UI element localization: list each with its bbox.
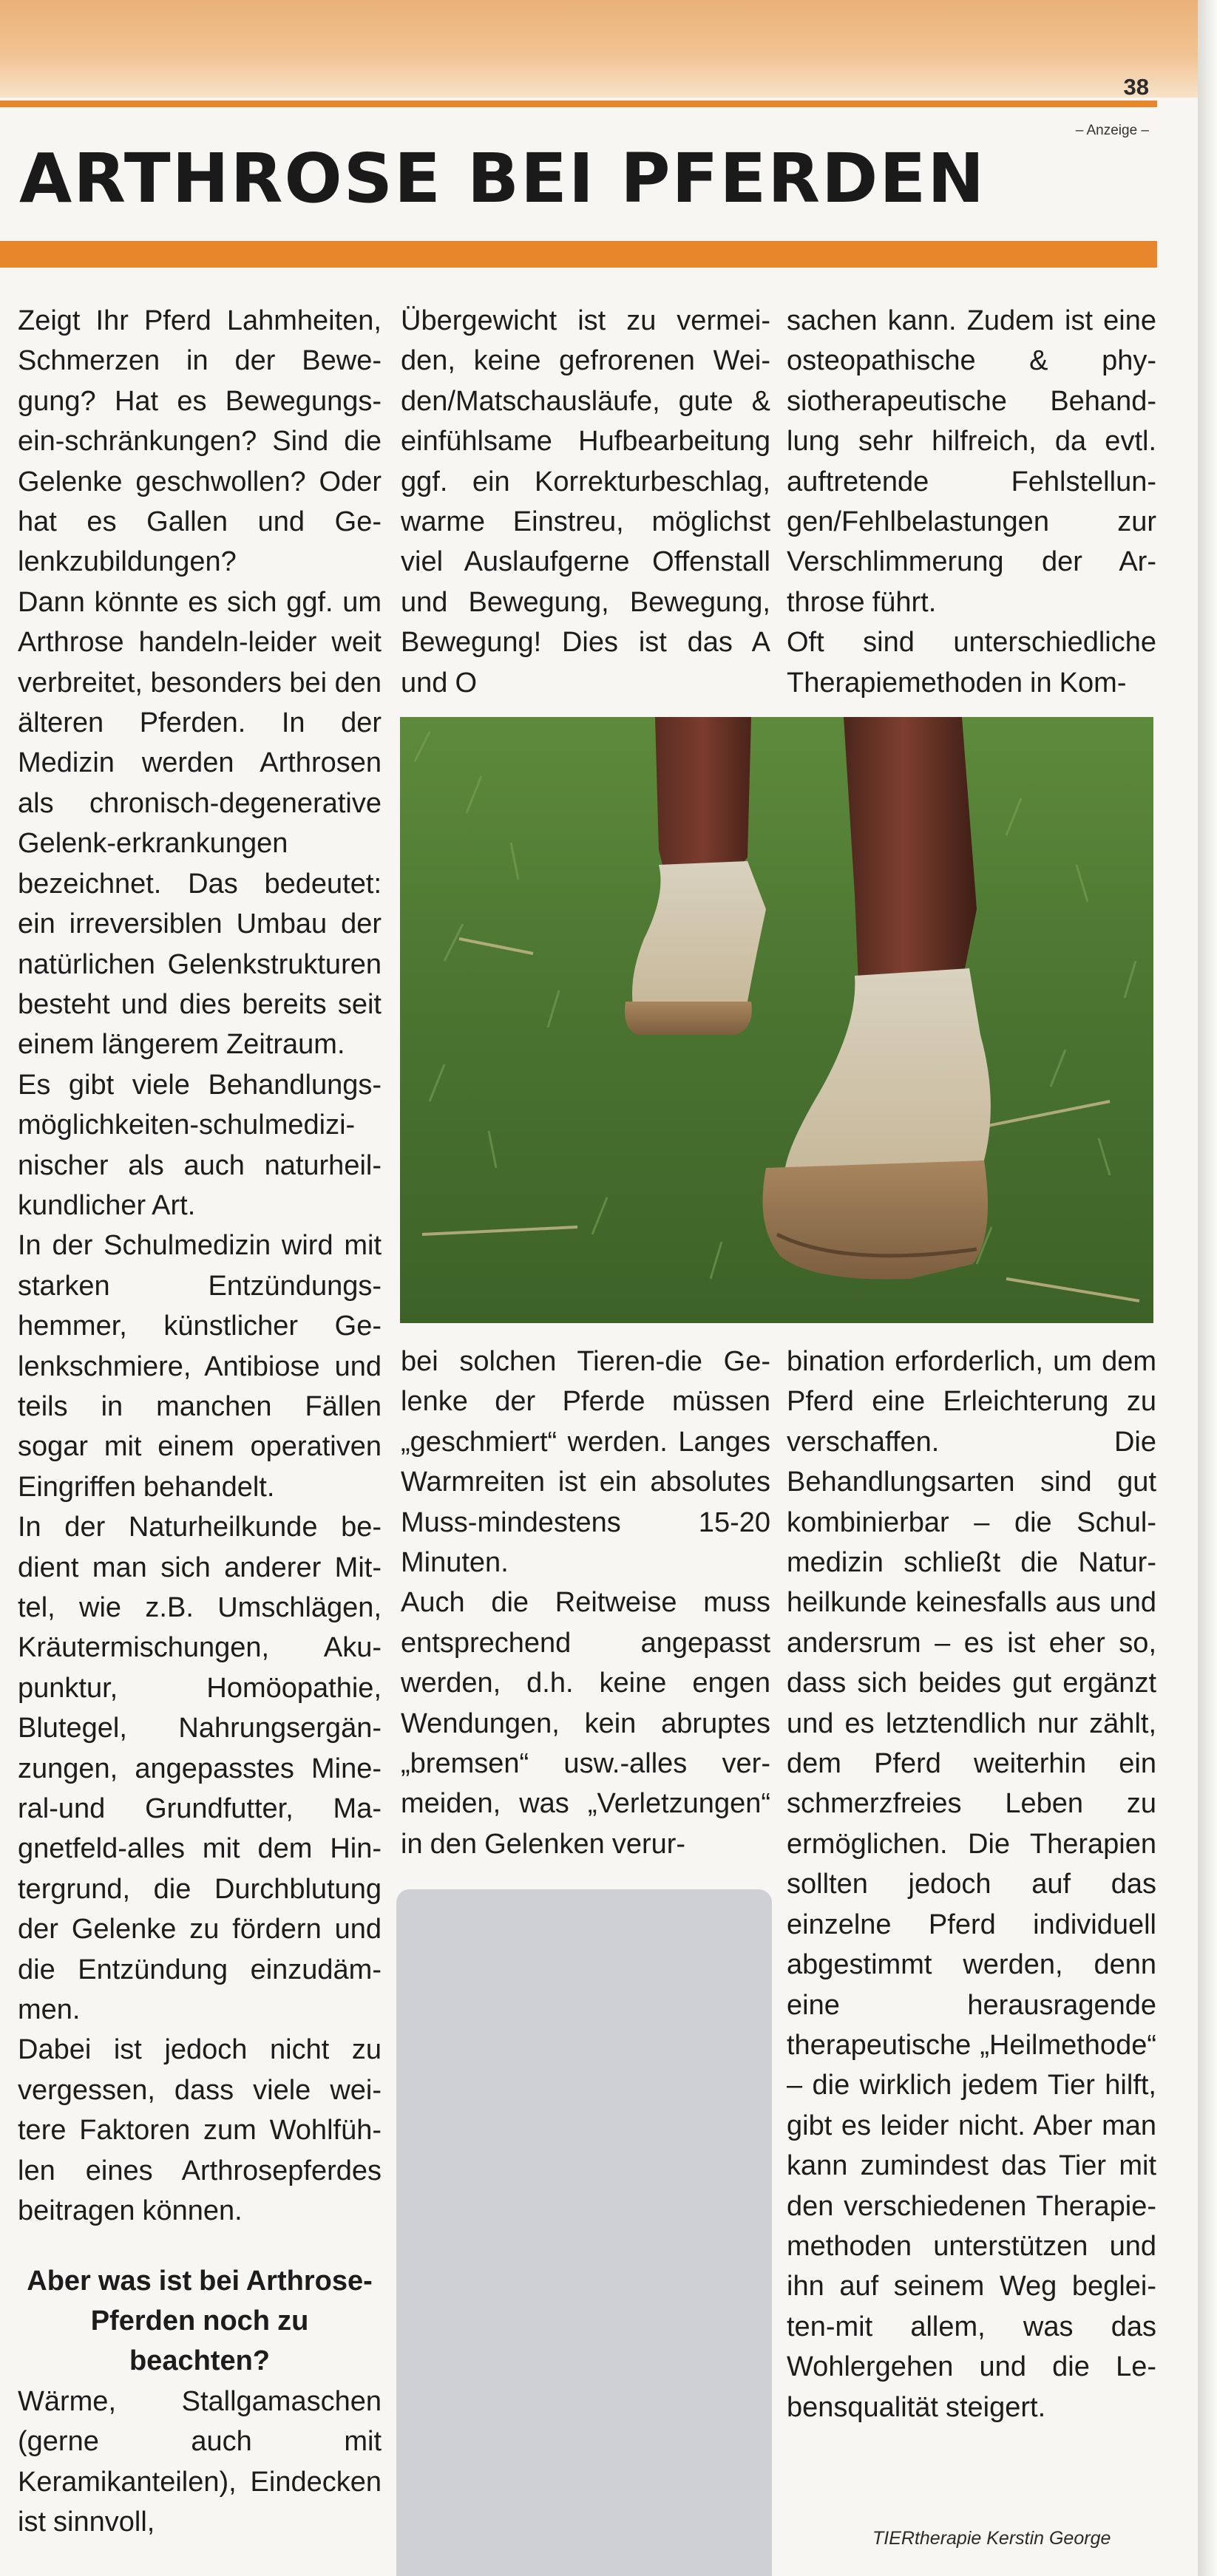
advertisement-label: – Anzeige – — [1075, 123, 1149, 138]
author-credit: TIERtherapie Kerstin George — [872, 2528, 1111, 2549]
article-column-1 — [18, 301, 382, 2542]
paragraph: Zeigt Ihr Pferd Lahmheiten, Schmerzen in der Bewegung? Hat es Bewegungsein-schränkungen? Sind die Gelenke geschwollen? Oder hat es Gallen und Gelenkzubildungen? — [18, 305, 382, 578]
paragraph: Auch die Reitweise muss entsprechend angepasst werden, d.h. keine engen Wendungen, kein abruptes „bremsen“ usw.-alles vermeiden, was „Verletzungen“ in den Gelenken verur- — [401, 1587, 770, 1860]
redacted-advertisement-area — [396, 1889, 772, 2576]
article-column-3-bottom — [787, 1342, 1156, 2427]
page-number: 38 — [1123, 74, 1149, 100]
top-color-band — [0, 0, 1198, 98]
article-column-3-top — [787, 301, 1156, 703]
top-orange-rule — [0, 101, 1157, 107]
horse-hooves-photo — [400, 717, 1153, 1323]
paragraph: Es gibt viele Behandlungsmöglichkeiten-schulmedizinischer als auch naturheilkundlicher Art. — [18, 1069, 382, 1221]
page-edge-shadow — [1198, 0, 1217, 2576]
section-subheading: Aber was ist bei Arthrose-Pferden noch zu beachten? — [27, 2265, 373, 2377]
paragraph: sachen kann. Zudem ist eine osteopathische & physiotherapeutische Behandlung sehr hilfreich, da evtl. auftretende Fehlstellungen/Fehlbelastungen zur Verschlimmerung der Arthrose führt. — [787, 305, 1156, 618]
article-column-2-top — [401, 301, 770, 703]
paragraph: Wärme, Stallgamaschen (gerne auch mit Keramikanteilen), Eindecken ist sinnvoll, — [18, 2385, 382, 2538]
paragraph: bei solchen Tieren-die Gelenke der Pferde müssen „geschmiert“ werden. Langes Warmreiten ist ein absolutes Muss-mindestens 15-20 Minuten. — [401, 1346, 770, 1579]
paragraph: bination erforderlich, um dem Pferd eine Erleichterung zu verschaffen. Die Behandlungsarten sind gut kombinierbar – die Schulmedizin schließt die Naturheilkunde keinesfalls aus und andersrum – es ist eher so, dass sich beides gut ergänzt und es letztendlich nur zählt, dem Pferd weiterhin ein schmerzfreies Leben zu ermöglichen. Die Therapien sollten jedoch auf das einzelne Pferd individuell abgestimmt werden, denn eine herausragende therapeutische „Heilmethode“ – die wirklich jedem Tier hilft, gibt es leider nicht. Aber man kann zumindest das Tier mit den verschiedenen Therapiemethoden unterstützen und ihn auf seinem Weg begleiten-mit allem, was das Wohlergehen und die Lebensqualität steigert. — [787, 1346, 1156, 2423]
paragraph: In der Naturheilkunde bedient man sich anderer Mittel, wie z.B. Umschlägen, Kräutermischungen, Akupunktur, Homöopathie, Blutegel, Nahrungsergänzungen, angepasstes Mineral-und Grundfutter, Magnetfeld-alles mit dem Hintergrund, die Durchblutung der Gelenke zu fördern und die Entzündung einzudämmen. — [18, 1512, 382, 2026]
article-headline: ARTHROSE BEI PFERDEN — [19, 139, 986, 218]
headline-orange-rule — [0, 241, 1157, 268]
paragraph: In der Schulmedizin wird mit starken Entzündungshemmer, künstlicher Gelenkschmiere, Antibiose und teils in manchen Fällen sogar mit einem operativen Eingriffen behandelt. — [18, 1230, 382, 1503]
paragraph: Oft sind unterschiedliche Therapiemethoden in Kom- — [787, 627, 1156, 699]
horse-hooves-illustration — [400, 717, 1153, 1323]
article-column-2-bottom — [401, 1342, 770, 1864]
paragraph: Übergewicht ist zu vermeiden, keine gefrorenen Weiden/Matschausläufe, gute & einfühlsame Hufbearbeitung ggf. ein Korrekturbeschlag, warme Einstreu, möglichst viel Auslaufgerne Offenstall und Bewegung, Bewegung, Bewegung! Dies ist das A und O — [401, 305, 770, 699]
paragraph: Dabei ist jedoch nicht zu vergessen, dass viele weitere Faktoren zum Wohlfühlen eines Arthrosepferdes beitragen können. — [18, 2034, 382, 2227]
paragraph: Dann könnte es sich ggf. um Arthrose handeln-leider weit verbreitet, besonders bei den älteren Pferden. In der Medizin werden Arthrosen als chronisch-degenerative Gelenk-erkrankungen bezeichnet. Das bedeutet: ein irreversiblen Umbau der natürlichen Gelenkstrukturen besteht und dies bereits seit einem längerem Zeitraum. — [18, 586, 382, 1061]
